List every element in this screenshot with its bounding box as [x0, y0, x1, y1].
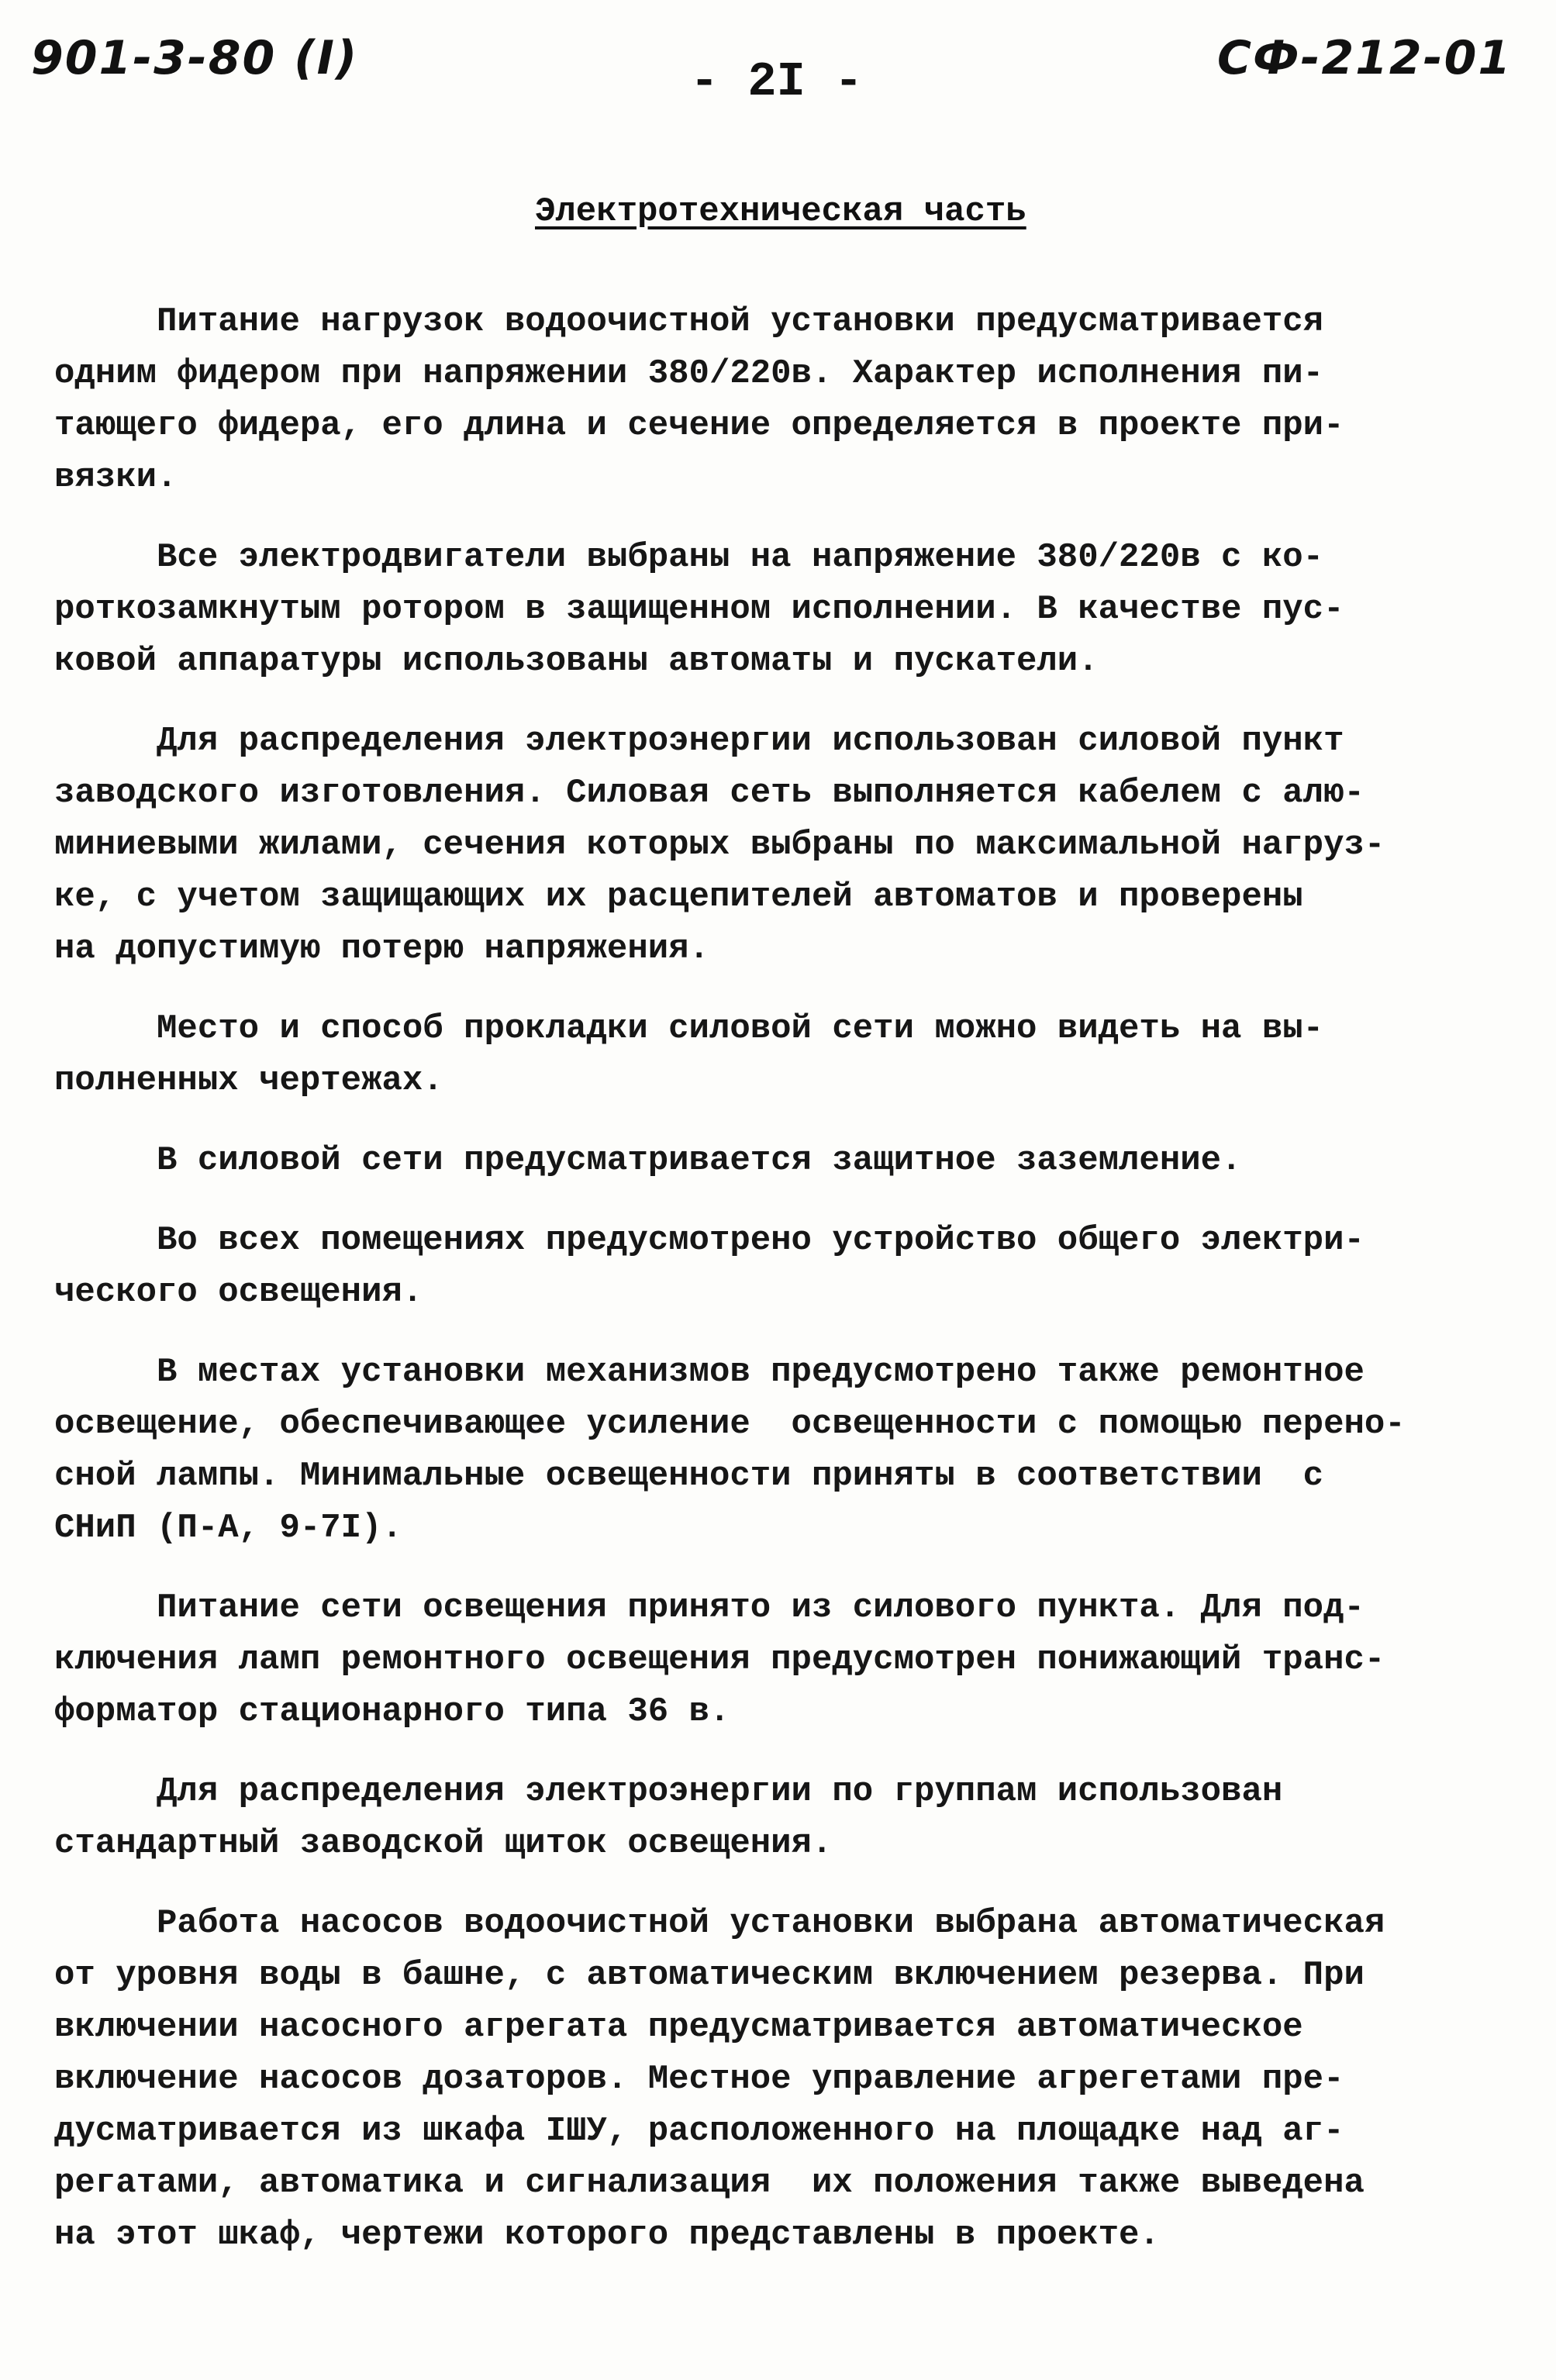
text-line: миниевыми жилами, сечения которых выбраны по максимальной нагруз- — [54, 826, 1385, 864]
paragraph — [54, 296, 1527, 504]
paragraph — [54, 1003, 1527, 1107]
page-number: - 2I - — [690, 54, 864, 109]
text-line: регатами, автоматика и сигнализация их положения также выведена — [54, 2164, 1365, 2202]
document-body — [54, 296, 1527, 2289]
text-line: В местах установки механизмов предусмотрено также ремонтное — [54, 1353, 1365, 1392]
text-line: СНиП (П-А, 9-7I). — [54, 1509, 402, 1547]
document-code-left: 901-3-80 (I) — [31, 31, 359, 85]
text-line: В силовой сети предусматривается защитное заземление. — [54, 1141, 1242, 1180]
text-line: Место и способ прокладки силовой сети можно видеть на вы- — [54, 1009, 1324, 1048]
text-line: стандартный заводской щиток освещения. — [54, 1824, 833, 1863]
text-line: на этот шкаф, чертежи которого представлены в проекте. — [54, 2216, 1160, 2254]
text-line: Для распределения электроэнергии по группам использован — [54, 1772, 1283, 1811]
text-line: вязки. — [54, 458, 178, 497]
text-line: Для распределения электроэнергии использован силовой пункт — [54, 722, 1344, 761]
paragraph — [54, 1215, 1527, 1319]
text-line: на допустимую потерю напряжения. — [54, 930, 709, 968]
paragraph — [54, 1898, 1527, 2261]
text-line: одним фидером при напряжении 380/220в. Характер исполнения пи- — [54, 354, 1324, 393]
text-line: освещение, обеспечивающее усиление освещенности с помощью перено- — [54, 1405, 1406, 1444]
paragraph — [54, 1582, 1527, 1738]
text-line: включении насосного агрегата предусматривается автоматическое — [54, 2008, 1303, 2047]
text-line: форматор стационарного типа 36 в. — [54, 1692, 730, 1731]
text-line: Питание нагрузок водоочистной установки предусматривается — [54, 302, 1324, 341]
paragraph — [54, 1766, 1527, 1870]
paragraph — [54, 532, 1527, 688]
text-line: включение насосов дозаторов. Местное управление агрегетами пре- — [54, 2060, 1344, 2099]
paragraph — [54, 1135, 1527, 1187]
text-line: Работа насосов водоочистной установки выбрана автоматическая — [54, 1904, 1385, 1943]
text-line: Питание сети освещения принято из силового пункта. Для под- — [54, 1588, 1365, 1627]
text-line: ческого освещения. — [54, 1273, 423, 1312]
section-title: Электротехническая часть — [535, 192, 1026, 231]
text-line: ковой аппаратуры использованы автоматы и пускатели. — [54, 642, 1099, 681]
text-line: Во всех помещениях предусмотрено устройство общего электри- — [54, 1221, 1365, 1260]
text-line: дусматривается из шкафа IШУ, расположенного на площадке над аг- — [54, 2112, 1344, 2151]
paragraph — [54, 1347, 1527, 1554]
text-line: тающего фидера, его длина и сечение определяется в проекте при- — [54, 406, 1344, 445]
paragraph — [54, 716, 1527, 975]
text-line: Все электродвигатели выбраны на напряжение 380/220в с ко- — [54, 538, 1324, 577]
text-line: от уровня воды в башне, с автоматическим включением резерва. При — [54, 1956, 1365, 1995]
text-line: роткозамкнутым ротором в защищенном исполнении. В качестве пус- — [54, 590, 1344, 629]
text-line: ке, с учетом защищающих их расцепителей автоматов и проверены — [54, 878, 1303, 916]
text-line: полненных чертежах. — [54, 1061, 443, 1100]
text-line: ключения ламп ремонтного освещения предусмотрен понижающий транс- — [54, 1640, 1385, 1679]
text-line: сной лампы. Минимальные освещенности приняты в соответствии с — [54, 1457, 1324, 1495]
document-code-right: СФ-212-01 — [1217, 31, 1513, 85]
text-line: заводского изготовления. Силовая сеть выполняется кабелем с алю- — [54, 774, 1365, 812]
